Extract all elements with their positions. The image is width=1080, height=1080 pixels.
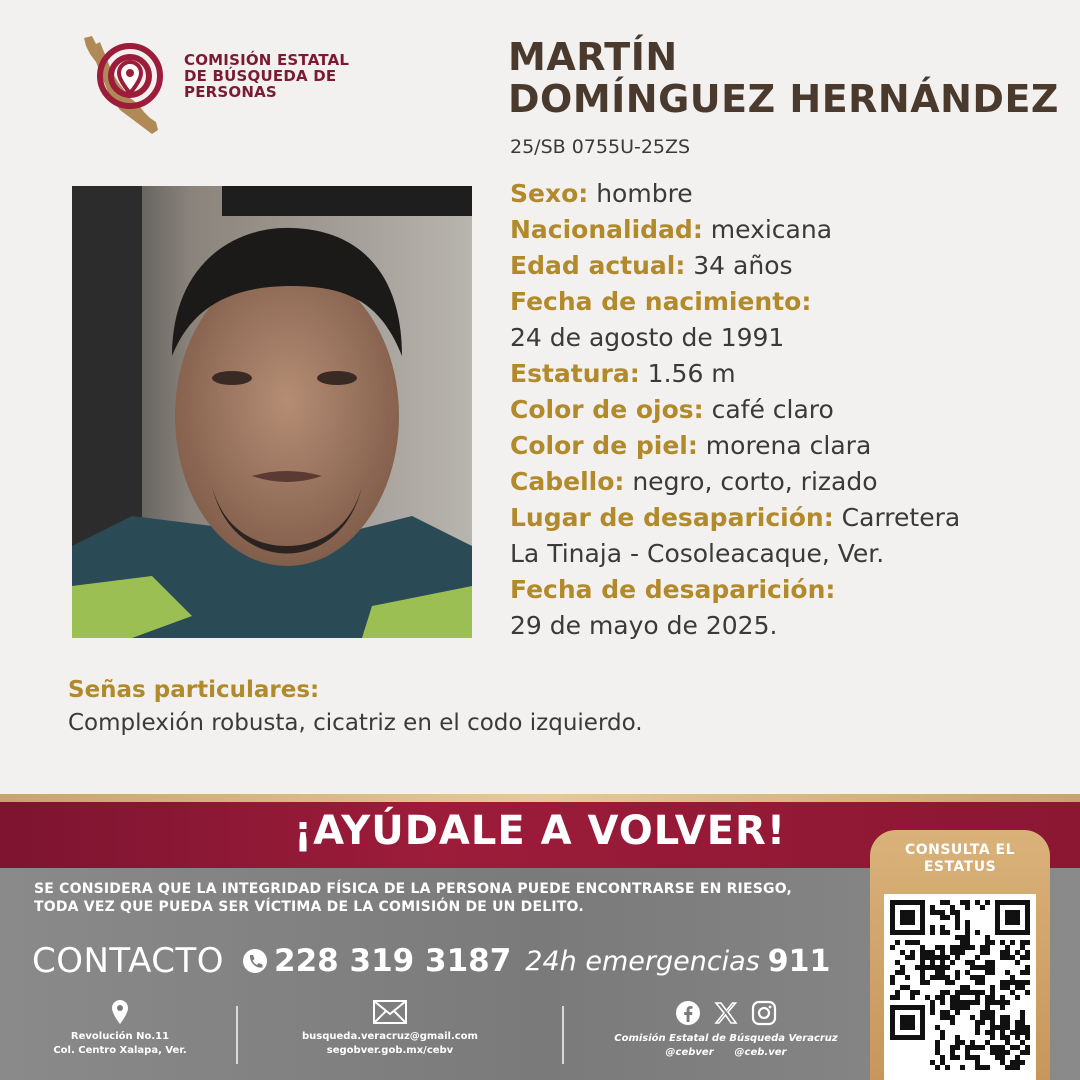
detail-fecha-desap-label	[510, 572, 1050, 608]
facebook-icon[interactable]	[675, 1000, 701, 1026]
person-last-names: DOMÍNGUEZ HERNÁNDEZ	[508, 77, 1059, 121]
org-logo	[78, 32, 378, 142]
person-photo	[72, 186, 472, 638]
distinguishing-marks	[68, 674, 643, 740]
detail-label: Fecha de nacimiento:	[510, 287, 812, 316]
qr-code[interactable]	[884, 894, 1036, 1080]
detail-nacimiento-value: 24 de agosto de 1991	[510, 323, 785, 352]
footer-divider	[236, 1006, 238, 1064]
help-banner-text: ¡AYÚDALE A VOLVER!	[293, 808, 787, 854]
org-name	[184, 52, 349, 100]
detail-value: negro, corto, rizado	[624, 467, 878, 496]
social-name: Comisión Estatal de Búsqueda Veracruz	[614, 1033, 838, 1044]
qr-title	[870, 842, 1050, 876]
mail-icon	[373, 1000, 407, 1024]
detail-value: Carretera	[833, 503, 961, 532]
instagram-icon[interactable]	[751, 1000, 777, 1026]
detail-value: hombre	[588, 179, 693, 208]
detail-label: Sexo:	[510, 179, 589, 208]
org-name-line-1: COMISIÓN ESTATAL	[184, 51, 350, 69]
detail-lugar-cont: La Tinaja - Cosoleacaque, Ver.	[510, 539, 885, 568]
detail-edad	[510, 248, 1050, 284]
contact-phone[interactable]: 228 319 3187	[274, 943, 512, 979]
gold-stripe	[0, 794, 1080, 802]
risk-warning-line-2: TODA VEZ QUE PUEDA SER VÍCTIMA DE LA COMISIÓN DE UN DELITO.	[34, 899, 584, 915]
location-pin-icon	[111, 1000, 129, 1024]
contact-row	[32, 936, 830, 986]
detail-ojos	[510, 392, 1050, 428]
detail-label: Cabello:	[510, 467, 625, 496]
detail-sexo	[510, 176, 1050, 212]
case-id: 25/SB 0755U-25ZS	[510, 136, 691, 158]
person-first-name: MARTÍN	[508, 35, 678, 79]
social-column	[596, 1000, 856, 1060]
detail-value: 34 años	[685, 251, 793, 280]
social-handles[interactable]: @cebver @ceb.ver	[665, 1047, 787, 1058]
qr-title-line-2: ESTATUS	[923, 859, 997, 875]
org-name-line-3: PERSONAS	[184, 83, 277, 101]
detail-nacimiento-label	[510, 284, 1050, 320]
org-name-line-2: DE BÚSQUEDA DE	[184, 67, 337, 85]
person-name	[508, 36, 1059, 120]
emergency-number[interactable]: 911	[767, 943, 831, 979]
detail-value: morena clara	[697, 431, 872, 460]
emergency-label: 24h emergencias	[525, 945, 760, 977]
address-column	[40, 1000, 200, 1058]
qr-title-line-1: CONSULTA EL	[904, 842, 1016, 858]
detail-label: Edad actual:	[510, 251, 686, 280]
detail-label: Color de ojos:	[510, 395, 704, 424]
detail-label: Nacionalidad:	[510, 215, 703, 244]
x-icon[interactable]	[713, 1000, 739, 1026]
detail-label: Lugar de desaparición:	[510, 503, 834, 532]
social-icons	[596, 1000, 856, 1026]
detail-label: Color de piel:	[510, 431, 698, 460]
qr-code-icon	[884, 894, 1036, 1080]
qr-panel	[870, 830, 1050, 1080]
phone-icon	[242, 948, 268, 974]
marks-label: Señas particulares:	[68, 677, 320, 703]
risk-warning-line-1: SE CONSIDERA QUE LA INTEGRIDAD FÍSICA DE LA PERSONA PUEDE ENCONTRARSE EN RIESGO,	[34, 881, 793, 897]
detail-value: café claro	[703, 395, 834, 424]
person-details	[510, 176, 1050, 644]
detail-lugar	[510, 500, 1050, 536]
email-column	[290, 1000, 490, 1058]
person-photo-placeholder	[72, 186, 472, 638]
detail-value: mexicana	[702, 215, 833, 244]
risk-warning	[34, 880, 792, 916]
address-line-1: Revolución No.11	[70, 1031, 170, 1042]
veracruz-map-pin-icon	[78, 32, 178, 136]
marks-text: Complexión robusta, cicatriz en el codo izquierdo.	[68, 710, 643, 736]
address-line-2: Col. Centro Xalapa, Ver.	[53, 1045, 187, 1056]
detail-value: 1.56 m	[639, 359, 736, 388]
website[interactable]: segobver.gob.mx/cebv	[326, 1045, 454, 1056]
detail-label: Fecha de desaparición:	[510, 575, 836, 604]
contact-label: CONTACTO	[32, 941, 224, 981]
detail-cabello	[510, 464, 1050, 500]
footer-divider	[562, 1006, 564, 1064]
email-address[interactable]: busqueda.veracruz@gmail.com	[302, 1031, 478, 1042]
detail-label: Estatura:	[510, 359, 640, 388]
detail-fecha-desap-value: 29 de mayo de 2025.	[510, 611, 778, 640]
detail-piel	[510, 428, 1050, 464]
detail-estatura	[510, 356, 1050, 392]
detail-nacionalidad	[510, 212, 1050, 248]
